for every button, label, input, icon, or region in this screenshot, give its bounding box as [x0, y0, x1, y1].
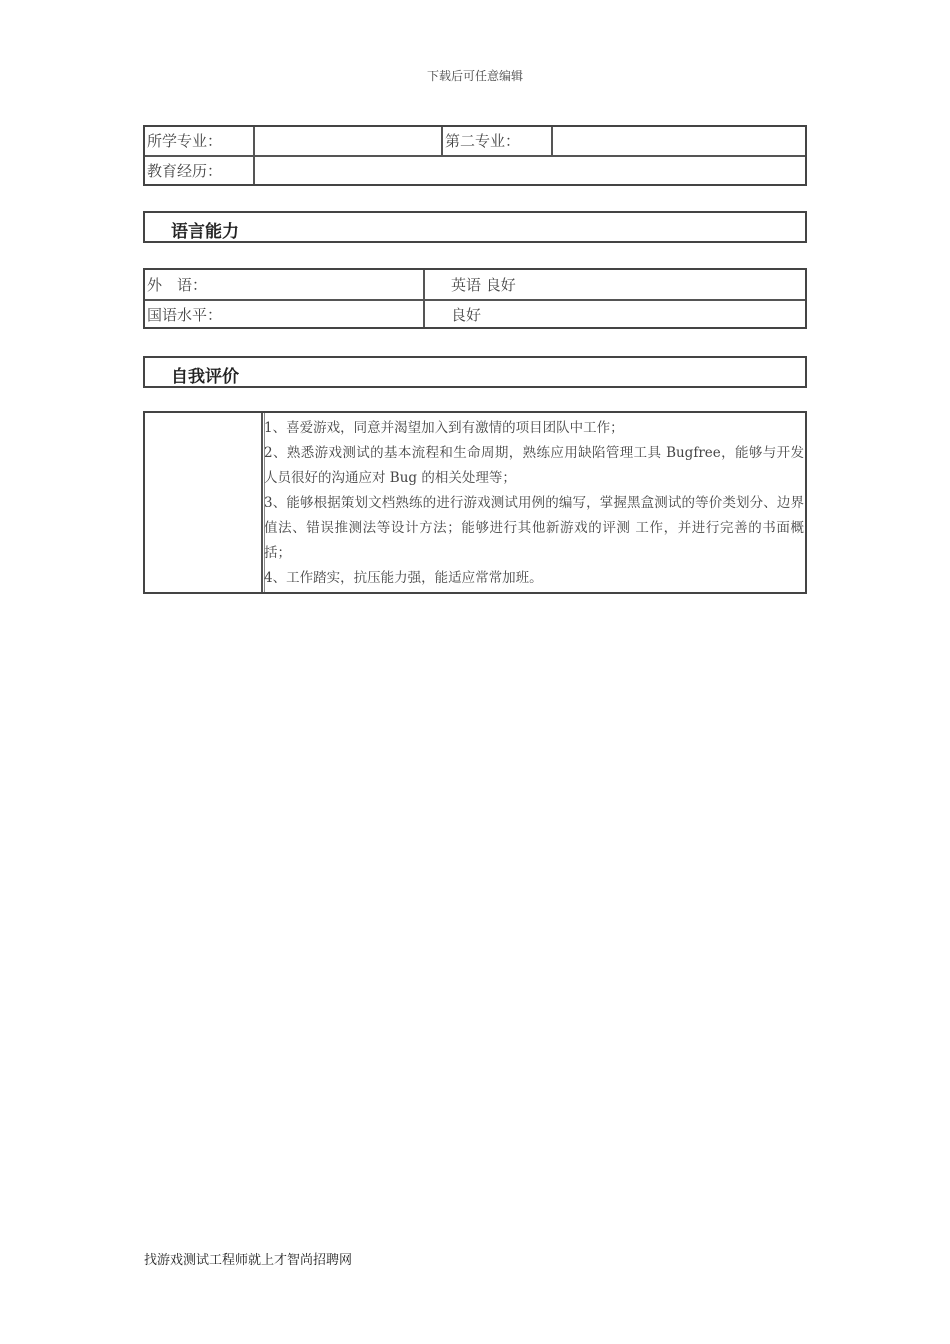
language-section-title: 语言能力	[171, 222, 239, 242]
language-row-label: 外 语：	[147, 276, 208, 294]
page-footer-note: 找游戏测试工程师就上才智尚招聘网	[144, 1253, 353, 1268]
page-header-note: 下载后可任意编辑	[426, 69, 523, 83]
major-label: 所学专业：	[147, 132, 223, 150]
education-label: 教育经历：	[147, 162, 223, 180]
second-major-label: 第二专业：	[445, 132, 521, 150]
language-table	[143, 268, 807, 329]
self-eval-item: 4、工作踏实，抗压能力强，能适应常常加班。	[264, 570, 543, 586]
education-table	[143, 125, 807, 186]
self-eval-item: 1、喜爱游戏，同意并渴望加入到有激情的项目团队中工作；	[264, 420, 624, 436]
self-eval-section-title: 自我评价	[171, 367, 239, 387]
language-row-label: 国语水平：	[147, 306, 223, 324]
language-section-header	[143, 211, 807, 243]
language-row-value: 良好	[451, 306, 482, 324]
self-eval-item: 2、熟悉游戏测试的基本流程和生命周期，熟练应用缺陷管理工具 Bugfree，能够与开发人员很好的沟通应对 Bug 的相关处理等；	[264, 445, 804, 486]
self-eval-section-header	[143, 356, 807, 388]
language-row-value: 英语 良好	[451, 276, 516, 294]
self-eval-list	[264, 416, 804, 591]
self-eval-item: 3、能够根据策划文档熟练的进行游戏测试用例的编写，掌握黑盒测试的等价类划分、边界值法、错误推测法等设计方法；能够进行其他新游戏的评测 工作，并进行完善的书面概括；	[264, 495, 804, 561]
